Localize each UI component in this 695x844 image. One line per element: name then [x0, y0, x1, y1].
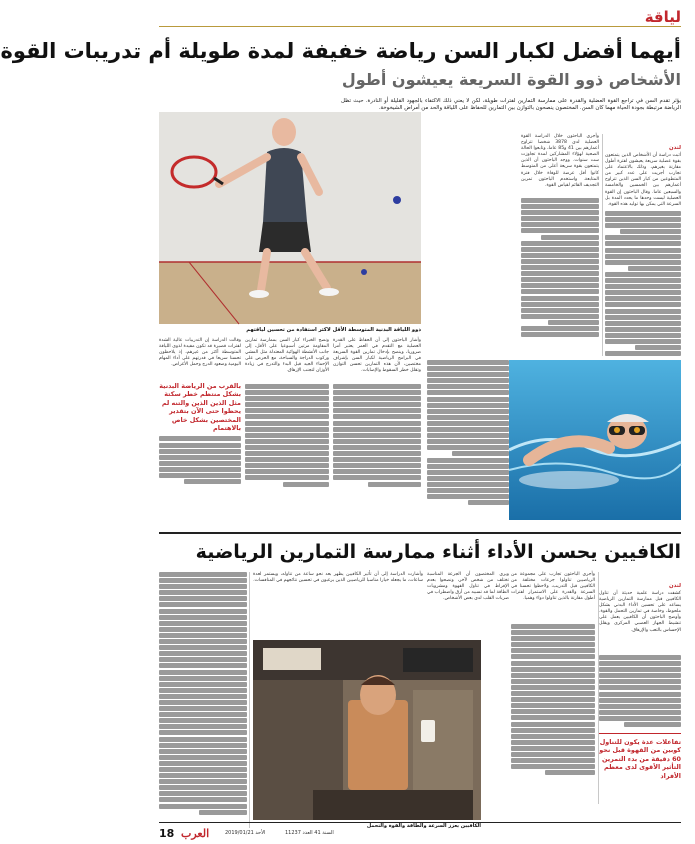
body-column-right — [605, 134, 681, 356]
page-footer — [145, 822, 695, 844]
body-lower-left — [159, 338, 241, 498]
masthead: العرب — [181, 827, 210, 840]
squash-photo — [159, 112, 421, 324]
top-subhead: الأشخاص ذوو القوة السريعة يعيشون أطول — [341, 70, 681, 89]
body-under-middle — [427, 360, 509, 520]
column-rule — [602, 134, 603, 356]
coffee-shop-illustration — [253, 640, 481, 820]
top-pullquote: بالقرب من الرياضة البدنية بشكل منتظم خطر سكتة مثل الذين الذين والتنه لم يحظوا حتى الآن بتقدير المختصين بشكل خاص بالاهتمام — [159, 382, 241, 433]
intro-paragraph: يؤثر تقدم السن في تراجع القوة العضلية والقدرة على ممارسة التمارين لفترات طويلة، لكن لا يعني ذلك الاكتفاء بالجهود القليلة أو النادرة. حيث تظل الرياضة مرتبطة بجودة الحياة مهما كان السن. المختصون ينصحون بالتوازن بين التمارين للحفاظ على اللياقة والحد من أمراض الشيخوخة. — [341, 98, 681, 112]
body-column-middle — [521, 134, 599, 356]
top-photo-caption: ذوو اللياقة البدنية المتوسطة الأقل لاكثر استفادة من تحسين لياقتهم — [246, 327, 421, 333]
body-column-middle-text: وأجرى الباحثون خلال الدراسة القوة العضلية لدى 3878 شخصا تتراوح أعمارهم بين 41 و85 عاما، وتابعوا الحالة الصحية لهؤلاء المشاركين لمدة تجاوزت ست سنوات. ووجد الباحثون أن الذين يتمتعون بقوة سريعة أعلى من المتوسط كانوا أقل عرضة للوفاة خلال فترة المتابعة. واستخدم الباحثون تمرين التجديف القائم لقياس القوة. — [521, 134, 600, 188]
body-lower-middle — [245, 338, 329, 498]
article-divider — [159, 532, 681, 534]
byline-top: لندن — [669, 145, 681, 151]
footer-date: الأحد 2019/01/21 — [225, 830, 266, 836]
coffee-photo — [253, 640, 481, 820]
body-lower-right — [333, 338, 421, 498]
column-rule — [249, 572, 250, 828]
bottom-col-5 — [159, 572, 247, 828]
bottom-headline: الكافيين يحسن الأداء أثناء ممارسة التمارين الرياضية — [195, 541, 681, 563]
bottom-col-3 — [427, 572, 509, 636]
top-headline: أيهما أفضل لكبار السن رياضة خفيفة لمدة طويلة أم تدريبات القوة — [0, 39, 681, 63]
bottom-col-4-text: وأشارت الدراسة إلى أن تأثير الكافيين يظهر بعد نحو ساعة من تناوله، ويستمر لعدة ساعات، ما يجعله خيارا مناسبا للرياضيين الذين يرغبون في تحسين نتائجهم في المنافسات. — [253, 572, 423, 584]
header-rule — [159, 26, 681, 27]
squash-player-illustration — [159, 112, 421, 324]
bottom-col-4 — [253, 572, 423, 636]
bottom-col-3-text: ويرى المختصون أن الجرعة المناسبة تختلف من شخص لآخر، ونصحوا بعدم الإفراط في تناول القهوة ومشروبات الطاقة لما قد تسببه من أرق واضطراب في ضربات القلب لدى بعض الأشخاص. — [427, 572, 509, 602]
footer-issue: السنة 41 العدد 11237 — [285, 830, 334, 836]
bottom-col-1-text: كشفت دراسة علمية حديثة أن تناول الكافيين قبل ممارسة التمارين الرياضية يساعد على تحسين الأداء البدني بشكل ملحوظ، وخاصة في تمارين التحمل والقوة. وأوضح الباحثون أن الكافيين يعمل على تنشيط الجهاز العصبي المركزي ويقلل الإحساس بالتعب والإرهاق. — [599, 591, 681, 633]
column-rule — [598, 572, 599, 804]
bottom-pullquote: تفاعلات عدة يكون للتناول كوبين من القهوة قبل نحو 60 دقيقة من بدء التمرين التأثير الأقوى لدى معظم الأفراد — [599, 733, 681, 780]
byline-bottom: لندن — [669, 583, 681, 589]
body-lower-middle-text: ونصح الخبراء كبار السن بممارسة تمارين المقاومة مرتين أسبوعيا على الأقل، إلى جانب الأنشطة الهوائية المعتدلة مثل المشي وركوب الدراجة والسباحة، مع الحرص على الإحماء الجيد قبل البدء والتدرج في زيادة الأوزان لتجنب الإرهاق. — [245, 338, 329, 374]
bottom-photo-caption: الكافيين يعزز السرعة والطاقة والقوة والتحمل — [366, 823, 481, 829]
bottom-col-1 — [599, 572, 681, 802]
bottom-col-2-text: وأجرى الباحثون تجارب على مجموعة من الرياضيين تناولوا جرعات مختلفة من الكافيين قبل التدريب، ولاحظوا تحسنا في السرعة والقدرة على الاستمرار لفترات أطول مقارنة بالذين تناولوا دواء وهميا. — [511, 572, 595, 602]
swimmer-illustration — [509, 360, 681, 520]
body-lower-right-text: وأشار الباحثون إلى أن الحفاظ على القدرة العضلية مع التقدم في العمر يعتبر أمرا ضروريا، وينصح بإدخال تمارين القوة السريعة في البرامج الرياضية لكبار السن بإشراف مختصين، لأن هذه التمارين تحسن التوازن وتقلل خطر السقوط والإصابات. — [333, 338, 421, 374]
bottom-col-2 — [511, 572, 595, 802]
section-label: لياقة — [644, 8, 681, 26]
swimmer-photo — [509, 360, 681, 520]
body-lower-left-text: وقالت الدراسة إن التدريبات عالية الشدة لفترات قصيرة قد تكون مفيدة لذوي اللياقة المتوسطة أكثر من غيرهم، إذ يلاحظون تحسنا سريعا في قدرتهم على أداء المهام اليومية وصعود الدرج وحمل الأغراض. — [159, 338, 241, 368]
filler-lines — [605, 211, 681, 356]
body-column-right-text: أثبت دراسة أن الأشخاص الذين يتمتعون بقوة عضلية سريعة يعيشون لفترة أطول مقارنة بغيرهم، وذلك بالاعتماد على تجارب أجريت على عدد كبير من المتطوعين من كبار السن الذين تتراوح أعمارهم بين الخمسين والخامسة والسبعين عاما. وقال الباحثون إن القوة العضلية ليست وحدها ما يحدد المدة بل السرعة التي يمكن بها توليد هذه القوة. — [605, 153, 681, 207]
page-number: 18 — [159, 827, 175, 840]
